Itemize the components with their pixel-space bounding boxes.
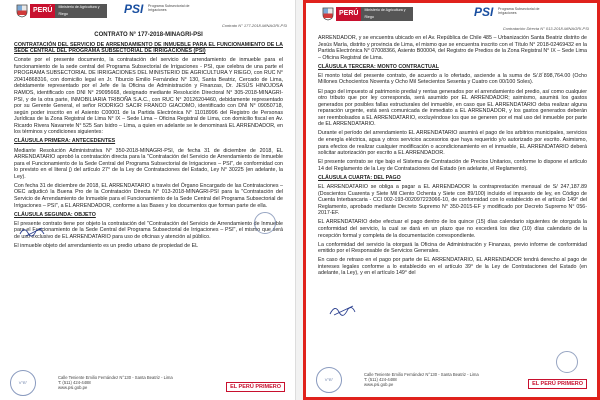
handwritten-signature <box>18 224 48 238</box>
letterhead <box>0 0 295 22</box>
footer-address <box>58 375 173 390</box>
peru-primero-badge: EL PERÚ PRIMERO <box>528 379 587 389</box>
contract-body <box>318 35 587 280</box>
clause-4-paragraph: EL ARRENDATARIO se obliga a pagar a EL ARRENDADOR la contraprestación mensual de S/ 247,187.89 (Doscientos Cuarenta y Siete Mil Ciento Ochenta y Siete con 89/100) incluido el impuesto de ley, en Código de Cuenta Interbancaria - CCI 002-193-002097223066-10, de conformidad con lo establecido en el artículo 149° del Reglamento, aprobado mediante Decreto Supremo N° 350-2015-EF y modificado por Decreto Supremo N° 056-2017-EF. <box>318 184 587 217</box>
control-number: Contratación Directa N° 013-2018-MINAGRI-PSI <box>502 26 589 31</box>
footer-address-line: Calle Teniente Emilio Fernández N°130 - Santa Beatriz - Lima <box>364 372 479 377</box>
clause-3-paragraph: Durante el período del arrendamiento EL ARRENDATARIO asumirá el pago de los arbitrios municipales, servicios de energía eléctrica, agua y otros servicios accesorios que haya requerido y/o autorizado por escrito. Asimismo, para efectos de realizar cualquier modificación o acondicionamiento en el inmueble, EL ARRENDATARIO deberá solicitar autorización por escrito a EL ARRENDADOR. <box>318 130 587 157</box>
clause-2-title: CLÁUSULA SEGUNDA: OBJETO <box>14 211 96 218</box>
psi-name: Programa Subsectorial de Irrigaciones <box>148 4 190 13</box>
coat-of-arms-icon <box>16 4 28 18</box>
clause-1-title: CLÁUSULA PRIMERA: ANTECEDENTES <box>14 138 116 145</box>
clause-4-title: CLÁUSULA CUARTA: DEL PAGO <box>318 174 401 181</box>
footer-website: www.psi.gob.pe <box>58 385 88 390</box>
peru-primero-badge: EL PERÚ PRIMERO <box>226 382 285 392</box>
clause-2-paragraph: El presente contrato tiene por objeto la contratación del "Contratación del Servicio de Arrendamiento de Inmueble para el Funcionamiento de la Sede Central del Programa Subsectorial de Irrigaciones – PSI", el mismo que será de uso exclusivo de EL ARRENDATARIO para uso de oficinas y atención al público. <box>14 220 283 240</box>
country-label: PERÚ <box>30 4 55 18</box>
footer-phone: T: (511) 424-4488 <box>364 377 397 382</box>
psi-logo: PSI <box>124 2 144 16</box>
clause-1-paragraph: Con fecha 31 de diciembre de 2018, EL ARRENDATARIO a través del Órgano Encargado de las Contrataciones – OEC adjudicó la Buena Pro de la Contratación Directa N° 013-2018-MINAGRI-PSI para la "Contratación del Servicio de Arrendamiento de Inmueble para el Funcionamiento de la Sede Central del Programa Subsectorial de Irrigaciones – PSI", a EL ARRENDADOR, conforme a las Bases y los documentos que forman parte de ella. <box>14 182 283 209</box>
clause-4-paragraph: La conformidad del servicio la otorgará la Oficina de Administración y Finanzas, previo informe de conformidad emitido por el Responsable de Servicios Generales. <box>318 241 587 255</box>
clause-1-paragraph: Mediante Resolución Administrativa N° 350-2018-MINAGRI-PSI, de fecha 31 de diciembre de 2018, EL ARRENDATARIO aprobó la contratación directa para la "Contratación del Servicio de Arrendamiento de Inmueble para el Funcionamiento de la Sede Central del Programa Subsectorial de Irrigaciones – PSI", de conformidad con lo previsto en el literal j) del artículo 27° de la Ley de Contrataciones del Estado, Ley N° 30225 (en adelante, la Ley). <box>14 147 283 180</box>
contract-body <box>14 32 283 252</box>
ministry-label: Ministerio de Agricultura y Riego <box>361 7 413 21</box>
clause-3-paragraph: El presente contrato se rige bajo el Sistema de Contratación de Precios Unitarios, conforme lo dispone el artículo 14 del Reglamento de la Ley de Contrataciones del Estado (en adelante, el Reglamento). <box>318 159 587 172</box>
contract-title: CONTRATO N° 177-2018-MINAGRI-PSI <box>94 32 203 38</box>
clause-2-paragraph: El inmueble objeto del arrendamiento es un predio urbano de propiedad de EL <box>14 243 199 250</box>
footer-address-line: Calle Teniente Emilio Fernández N°130 - Santa Beatriz - Lima <box>58 375 173 380</box>
ministry-label: Ministerio de Agricultura y Riego <box>55 4 107 18</box>
document-page-right <box>303 0 600 400</box>
footer-website: www.psi.gob.pe <box>364 382 394 387</box>
letterhead <box>306 3 597 25</box>
control-number: Contrato N° 177-2018-MINAGRI-PSI <box>221 23 287 28</box>
clause-3-paragraph: El pago del impuesto al patrimonio predial y rentas generados por el arrendamiento del predio, así como cualquier otro tributo que por ley corresponda, será asumido por EL ARRENDADOR; asimismo, asumirá los gastos generados por posibles fallas estructurales del inmueble, en caso que EL ARRENDATARIO deba realizar alguna reparación urgente, está será comunicada de inmediato a EL ARRENDADOR, y los gastos generados deberán ser reembolsados a EL ARRENDATARIO, excluyéndose los que se generen por el mal uso del inmueble por parte de EL ARRENDATARIO. <box>318 88 587 128</box>
clause-4-paragraph: En caso de retraso en el pago por parte de EL ARRENDATARIO, EL ARRENDADOR tendrá derecho al pago de intereses legales conforme a lo establecido en el artículo 39° de la Ley de Contrataciones del Estado (en adelante, la Ley), y en el artículo 149° del <box>318 257 587 277</box>
document-page-left <box>0 0 296 400</box>
contract-intro: Conste por el presente documento, la contratación del servicio de arrendamiento de inmueble para el funcionamiento de la sede central del Programa Subsectorial de Irrigaciones - PSI, que celebra de una parte el PROGRAMA SUBSECTORIAL DE IRRIGACIONES DEL MINISTERIO DE AGRICULTURA Y RIEGO, con RUC N° 20414868316, con domicilio legal en Jr. Tiburcio Emilio Fernández N° 130, Santa Beatriz, Cercado de Lima, debidamente representado por el Jefe de la Oficina de Administración y Finanzas, Dr. JESÚS HINOJOSA RAMOS, identificado con DNI N° 29095668, designado mediante Resolución Directoral N° 305-2018-MINAGRI-PSI, y de la otra parte, INMOBILIARIA TRIBOÑA S.A.C., con RUC N° 20126204460, debidamente representado por su Gerente General, el señor RODRIGO SACIR FRANCO GIACOMO, identificado con DNI N° 09050718, según poder inscrito en el Asiento C00001 de la Partida Electrónica N° 11018996 del Registro de Personas Jurídicas de la Zona Registral de Lima N° IX – Sede Lima – Oficina Registral de Lima, con domicilio fiscal en Av. Ricardo Rivera Navarrete N° 525 San Isidro – Lima, a quien en adelante se le denominará EL ARRENDADOR, en los términos y condiciones siguientes: <box>14 57 283 136</box>
footer-address <box>364 372 479 387</box>
official-stamp <box>254 212 276 234</box>
contract-heading: CONTRATACIÓN DEL SERVICIO DE ARRENDAMIENTO DE INMUEBLE PARA EL FUNCIONAMIENTO DE LA SEDE CENTRAL DEL PROGRAMA SUBSECTORIAL DE IRRIGACIONES (PSI) <box>14 41 283 55</box>
page-footer <box>0 370 295 400</box>
footer-phone: T: (511) 424-4488 <box>58 380 91 385</box>
peru-ministry-logo <box>322 7 413 21</box>
clause-4-paragraph: EL ARRENDATARIO debe efectuar el pago dentro de los quince (15) días calendario siguientes de otorgada la conformidad del servicio, la cual se dará en un plazo que no excederá los diez (10) días calendario de la recepción formal y completa de la documentación correspondiente. <box>318 219 587 239</box>
clause-3-title: CLÁUSULA TERCERA: MONTO CONTRACTUAL <box>318 63 439 70</box>
peru-ministry-logo <box>16 4 107 18</box>
coat-of-arms-icon <box>322 7 334 21</box>
page-footer <box>306 367 597 397</box>
vobo-seal: V°B° <box>10 370 36 396</box>
property-description: ARRENDADOR, y se encuentra ubicado en el Av. República de Chile 485 – Urbanización Santa Beatriz distrito de Jesús María, distrito y provincia de Lima, el mismo que se encuentra inscrito con el Título N° 2018-02469432 en la Partida Electrónica N° 07008366, Asiento B00004, del Registro de Predios de la Zona Registral N° IX – Sede Lima – Oficina Registral de Lima. <box>318 35 587 61</box>
handwritten-signature <box>328 303 358 317</box>
country-label: PERÚ <box>336 7 361 21</box>
clause-3-paragraph: El monto total del presente contrato, de acuerdo a lo ofertado, asciende a la suma de S/.8´898,764.00 (Ocho Millones Ochocientos Noventa y Ocho Mil Setecientos Sesenta y Cuatro con 00/100 Soles). <box>318 72 587 86</box>
vobo-seal: V°B° <box>316 367 342 393</box>
psi-logo: PSI <box>474 5 494 19</box>
psi-name: Programa Subsectorial de Irrigaciones <box>498 7 540 16</box>
